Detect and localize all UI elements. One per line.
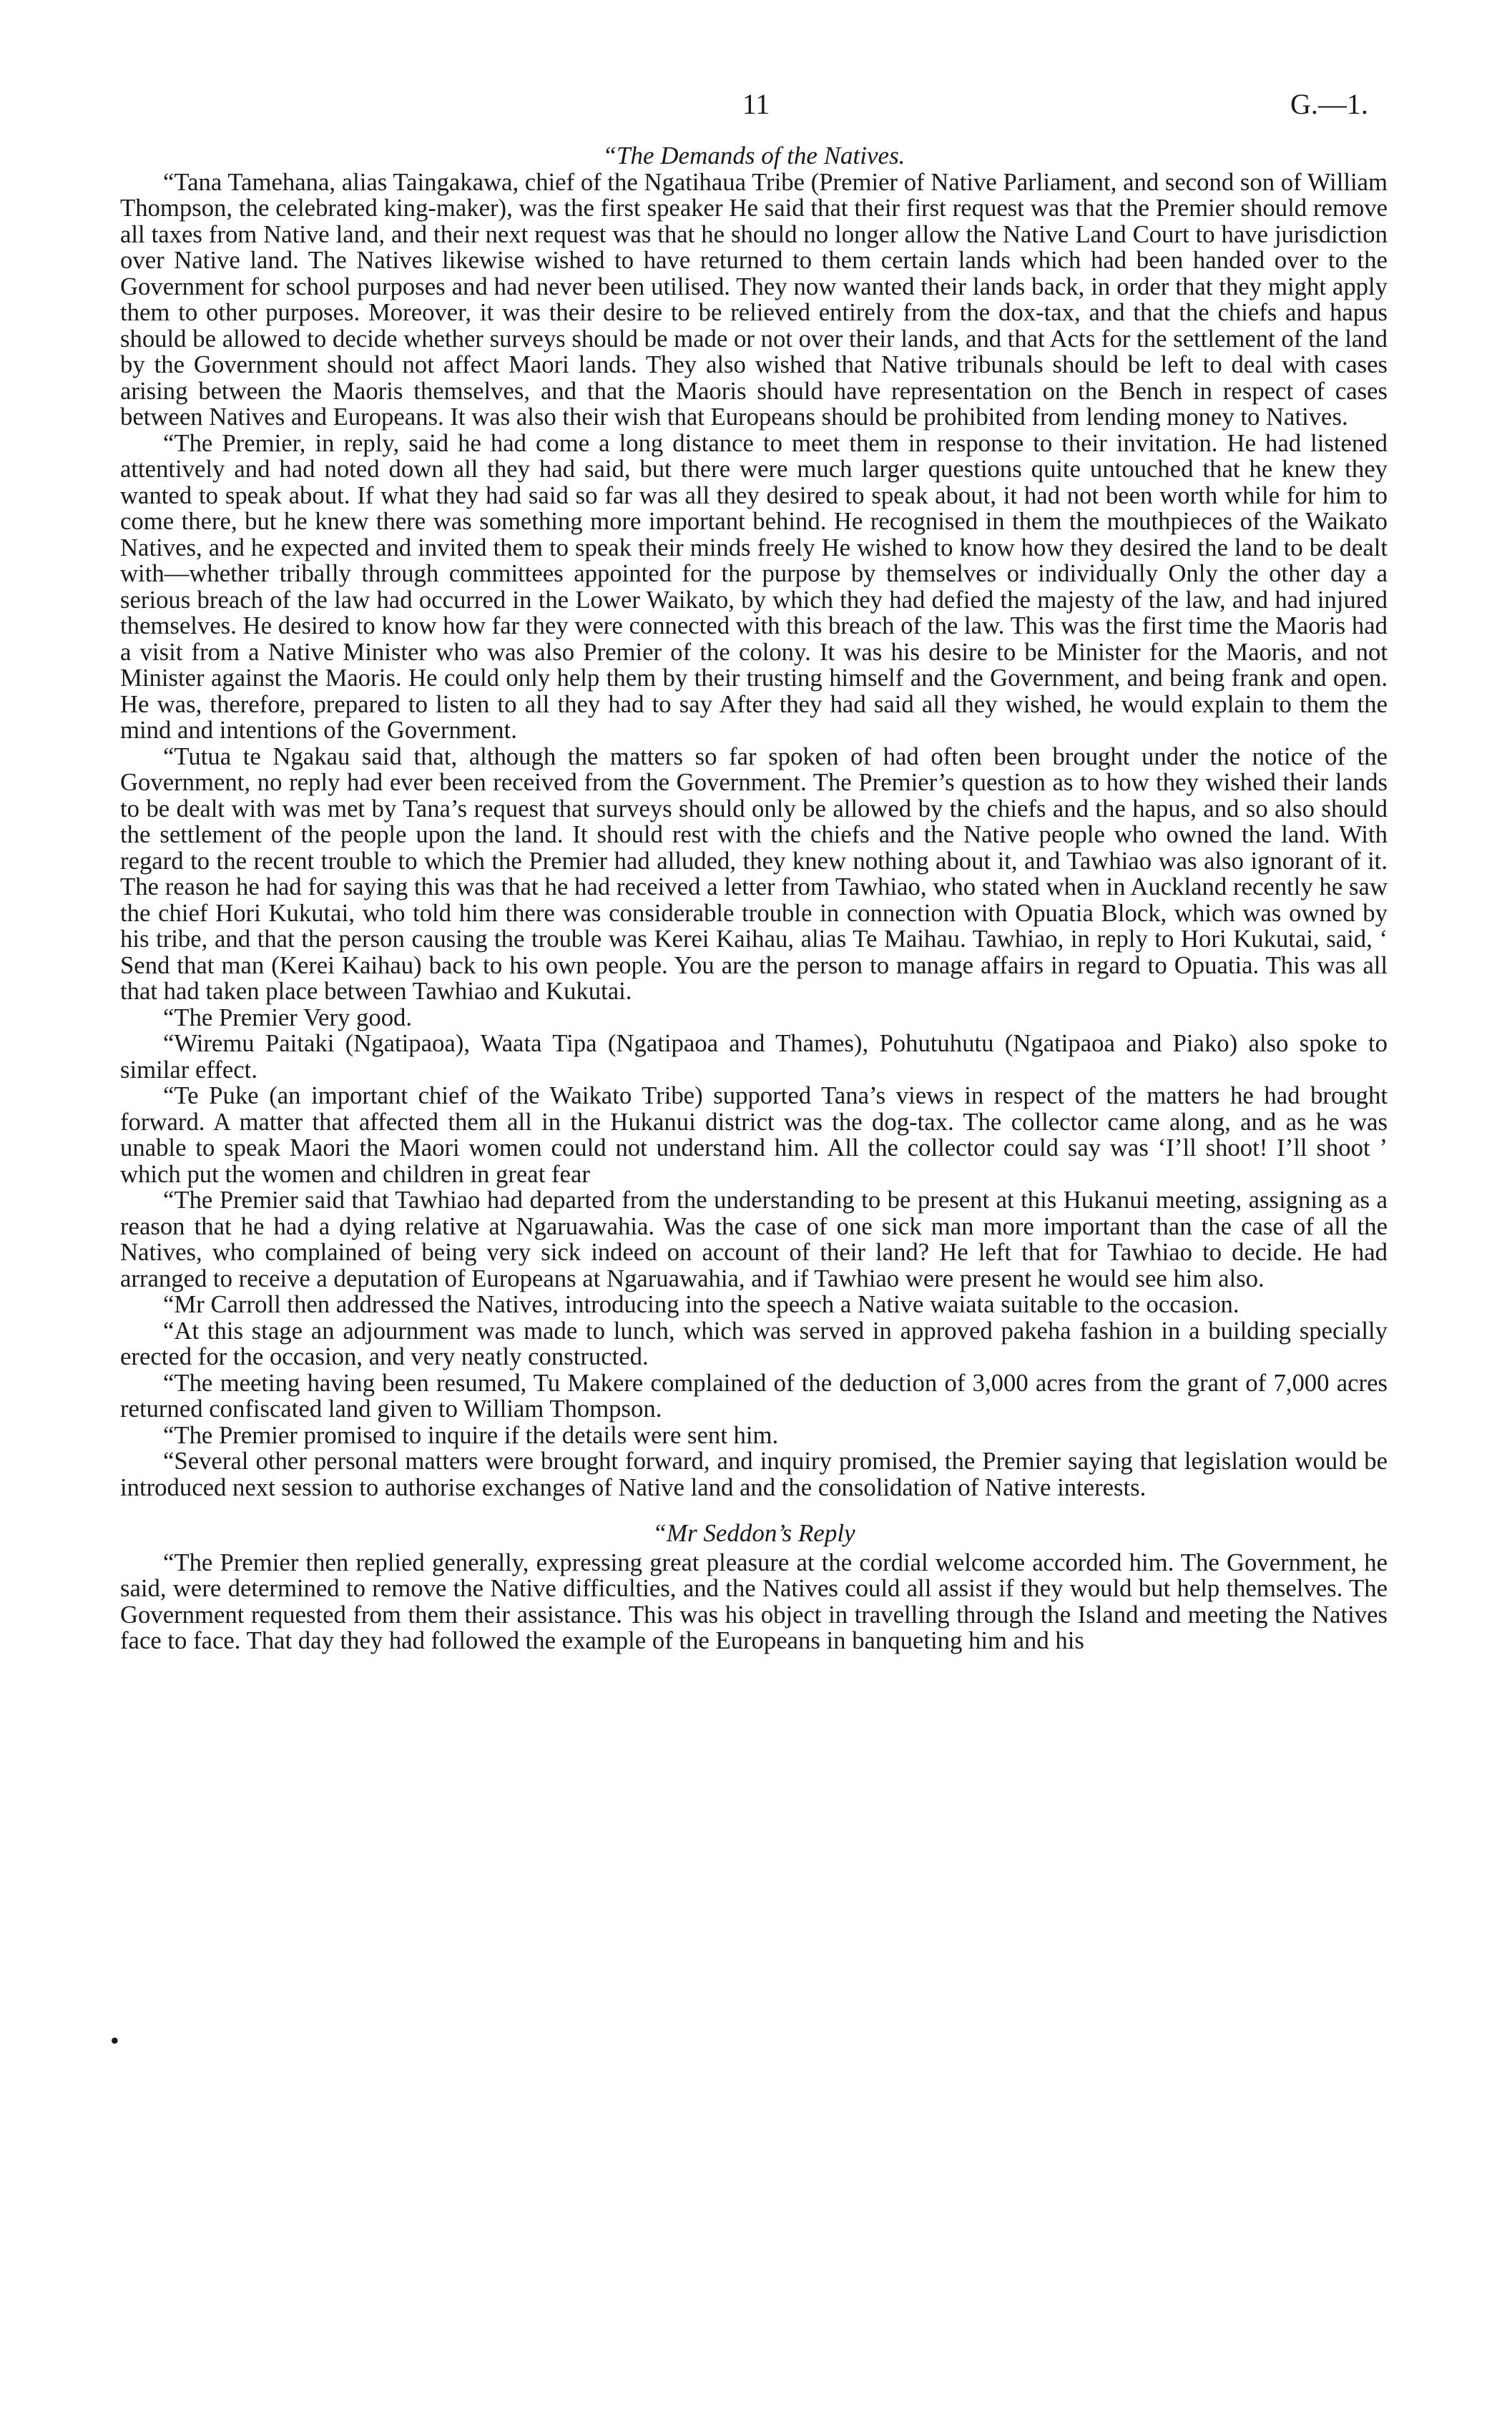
section-heading-reply: “Mr Seddon’s Reply — [652, 1519, 855, 1547]
paragraph: “The Premier, in reply, said he had come a long distance to meet them in response to their invitation. He had listened attentively and had noted down all they had said, but there were much larger questions quite untouched that he knew they wanted to speak about. If what they had said so far was all they desired to speak about, it had not been worth while for him to come there, but he knew there was something more important behind. He recognised in them the mouthpieces of the Waikato Natives, and he expected and invited them to speak their minds freely He wished to know how they desired the land to be dealt with—whether tribally through committees appointed for the purpose by themselves or individually Only the other day a serious breach of the law had occurred in the Lower Waikato, by which they had defied the majesty of the law, and had injured themselves. He desired to know how far they were connected with this breach of the law. This was the first time the Maoris had a visit from a Native Minister who was also Premier of the colony. It was his desire to be Minister for the Maoris, and not Minister against the Maoris. He could only help them by their trusting himself and the Government, and being frank and open. He was, therefore, prepared to listen to all they had to say After they had said all they wished, he would explain to them the mind and intentions of the Government. — [120, 428, 1388, 744]
paragraph: “The Premier promised to inquire if the details were sent him. — [163, 1420, 779, 1449]
paragraph: “Tutua te Ngakau said that, although the matters so far spoken of had often been brought under the notice of the Government, no reply had ever been received from the Government. The Premier’s question as to how they wished their lands to be dealt with was met by Tana’s request that surveys should only be allowed by the chiefs and the hapus, and so also should the settlement of the people upon the land. It should rest with the chiefs and the Native people who owned the land. With regard to the recent trouble to which the Premier had alluded, they knew nothing about it, and Tawhiao was also ignorant of it. The reason he had for saying this was that he had received a letter from Tawhiao, who stated when in Auckland recently he saw the chief Hori Kukutai, who told him there was considerable trouble in connection with Opuatia Block, which was owned by his tribe, and that the person causing the trouble was Kerei Kaihau, alias Te Maihau. Tawhiao, in reply to Hori Kukutai, said, ‘ Send that man (Kerei Kaihau) back to his own people. You are the person to manage affairs in regard to Opuatia. This was all that had taken place between Tawhiao and Kukutai. — [120, 742, 1388, 1005]
paragraph: “The meeting having been resumed, Tu Makere complained of the deduction of 3,000 acres from the grant of 7,000 acres returned confiscated land given to William Thompson. — [120, 1368, 1388, 1423]
paragraph: “The Premier then replied generally, expressing great pleasure at the cordial welcome accorded him. The Government, he said, were determined to remove the Native difficulties, and the Natives could all assist if they would but help themselves. The Government requested from them their assistance. This was his object in travelling through the Island and meeting the Natives face to face. That day they had followed the example of the Europeans in banqueting him and his — [120, 1548, 1388, 1654]
paragraph: “Te Puke (an important chief of the Waikato Tribe) supported Tana’s views in respect of the matters he had brought forward. A matter that affected them all in the Hukanui district was the dog-tax. The collector came along, and as he was unable to speak Maori the Maori women could not understand him. All the collector could say was ‘I’ll shoot! I’ll shoot ’ which put the women and children in great fear — [120, 1081, 1388, 1188]
paragraph: “Tana Tamehana, alias Taingakawa, chief of the Ngatihaua Tribe (Premier of Native Parliament, and second son of William Thompson, the celebrated king-maker), was the first speaker He said that their first request was that the Premier should remove all taxes from Native land, and their next request was that he should no longer allow the Native Land Court to have jurisdiction over Native land. The Natives likewise wished to have returned to them certain lands which had been handed over to the Government for school purposes and had never been utilised. They now wanted their lands back, in order that they might apply them to other purposes. Moreover, it was their desire to be relieved entirely from the dox-tax, and that the chiefs and hapus should be allowed to decide whether surveys should be made or not over their lands, and that Acts for the settlement of the land by the Government should not affect Maori lands. They also wished that Native tribunals should be left to deal with cases arising between the Maoris themselves, and that the Maoris should have representation on the Bench in respect of cases between Natives and Europeans. It was also their wish that Europeans should be prohibited from lending money to Natives. — [120, 167, 1388, 431]
article-body — [120, 143, 1388, 1654]
margin-ink-dot-icon: • — [110, 2026, 119, 2055]
section-heading-demands: “The Demands of the Natives. — [602, 142, 905, 170]
paragraph: “At this stage an adjournment was made to lunch, which was served in approved pakeha fashion in a building specially erected for the occasion, and very neatly constructed. — [120, 1316, 1388, 1370]
paragraph: “The Premier said that Tawhiao had departed from the understanding to be present at this Hukanui meeting, assigning as a reason that he had a dying relative at Ngaruawahia. Was the case of one sick man more important than the case of all the Natives, who complained of being very sick indeed on account of their land? He left that for Tawhiao to decide. He had arranged to receive a deputation of Europeans at Ngaruawahia, and if Tawhiao were present he would see him also. — [120, 1186, 1388, 1292]
paragraph: “Mr Carroll then addressed the Natives, introducing into the speech a Native waiata suitable to the occasion. — [163, 1290, 1239, 1318]
page-number: 11 — [742, 88, 770, 120]
paragraph: “The Premier Very good. — [163, 1003, 413, 1031]
document-reference: G.—1. — [1290, 88, 1368, 120]
paragraph: “Wiremu Paitaki (Ngatipaoa), Waata Tipa (Ngatipaoa and Thames), Pohutuhutu (Ngatipaoa and Piako) also spoke to similar effect. — [120, 1029, 1388, 1084]
paragraph: “Several other personal matters were brought forward, and inquiry promised, the Premier saying that legislation would be introduced next session to authorise exchanges of Native land and the consolidation of Native interests. — [120, 1447, 1388, 1501]
